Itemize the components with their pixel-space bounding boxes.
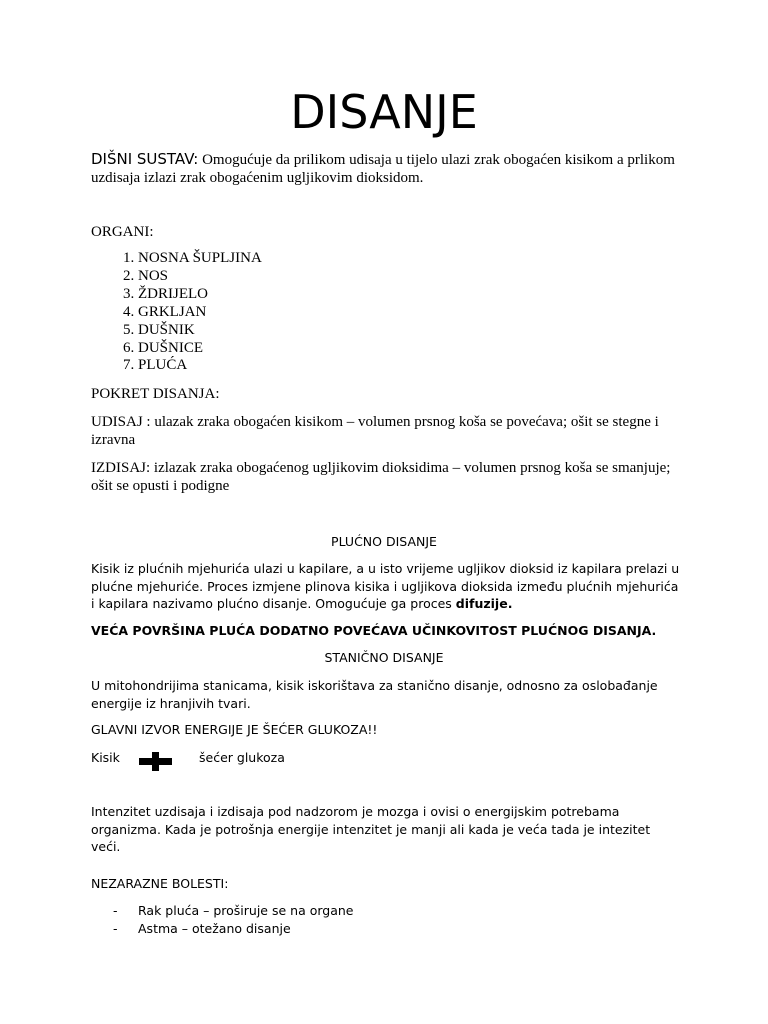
udisaj-paragraph: UDISAJ : ulazak zraka obogaćen kisikom – volumen prsnog koša se povećava; ošit se stegne i izravna bbox=[91, 414, 659, 448]
plucno-paragraph bbox=[91, 560, 681, 613]
stanicno-paragraph: U mitohondrijima stanicama, kisik iskorištava za stanično disanje, odnosno za oslobađanje energije iz hranjivih tvari. bbox=[91, 678, 658, 711]
plucno-heading: PLUĆNO DISANJE bbox=[331, 534, 437, 549]
plucno-emphasis: VEĆA POVRŠINA PLUĆA DODATNO POVEĆAVA UČINKOVITOST PLUĆNOG DISANJA. bbox=[91, 623, 657, 638]
glavni-izvor-text: GLAVNI IZVOR ENERGIJE JE ŠEĆER GLUKOZA!! bbox=[91, 722, 378, 737]
list-item bbox=[91, 920, 353, 938]
nezarazne-list bbox=[91, 902, 353, 937]
disni-sustav-text: Omogućuje da prilikom udisaja u tijelo ulazi zrak obogaćen kisikom a prlikom uzdisaja izlazi zrak obogaćenim ugljikovim dioksidom. bbox=[91, 152, 675, 186]
list-item: 3. ŽDRIJELO bbox=[138, 286, 262, 304]
intenzitet-paragraph: Intenzitet uzdisaja i izdisaja pod nadzorom je mozga i ovisi o energijskim potrebama organizma. Kada je potrošnja energije intenzitet je manji ali kada je veća tada je intezitet veći. bbox=[91, 804, 651, 854]
stanicno-heading: STANIČNO DISANJE bbox=[324, 650, 444, 665]
list-item: 4. GRKLJAN bbox=[138, 304, 262, 322]
pokret-heading: POKRET DISANJA: bbox=[91, 386, 220, 402]
nezarazne-heading: NEZARAZNE BOLESTI: bbox=[91, 876, 229, 891]
list-item: 7. PLUĆA bbox=[138, 357, 262, 375]
plucno-text-bold: difuzije. bbox=[455, 596, 513, 611]
plus-icon bbox=[139, 752, 172, 771]
plucno-text: Kisik iz plućnih mjehurića ulazi u kapilare, a u isto vrijeme ugljikov dioksid iz kapilara prelazi u plućne mjehuriće. Proces izmjene plinova kisika i ugljikova dioksida između plućnih mjehurića i kapilara nazivamo plućno disanje. Omogućuje ga proces bbox=[91, 561, 680, 611]
disni-sustav-label: DIŠNI SUSTAV: bbox=[91, 150, 199, 168]
dash-bullet: - bbox=[113, 920, 118, 936]
list-item: 6. DUŠNICE bbox=[138, 340, 262, 358]
page-title: DISANJE bbox=[290, 85, 478, 139]
list-item: 1. NOSNA ŠUPLJINA bbox=[138, 250, 262, 268]
list-item: 5. DUŠNIK bbox=[138, 322, 262, 340]
list-item-text: Rak pluća – proširuje se na organe bbox=[138, 903, 354, 918]
list-item-text: Astma – otežano disanje bbox=[138, 920, 291, 936]
list-item: 2. NOS bbox=[138, 268, 262, 286]
izdisaj-paragraph: IZDISAJ: izlazak zraka obogaćenog ugljikovim dioksidima – volumen prsnog koša se smanjuje; ošit se opusti i podigne bbox=[91, 460, 671, 494]
organi-list bbox=[91, 250, 262, 375]
list-item bbox=[91, 902, 353, 920]
organi-heading: ORGANI: bbox=[91, 224, 154, 240]
disni-sustav-paragraph bbox=[91, 150, 681, 187]
formula-kisik: Kisik bbox=[91, 750, 120, 765]
formula-secer-glukoza: šećer glukoza bbox=[199, 750, 285, 765]
dash-bullet: - bbox=[113, 903, 118, 918]
